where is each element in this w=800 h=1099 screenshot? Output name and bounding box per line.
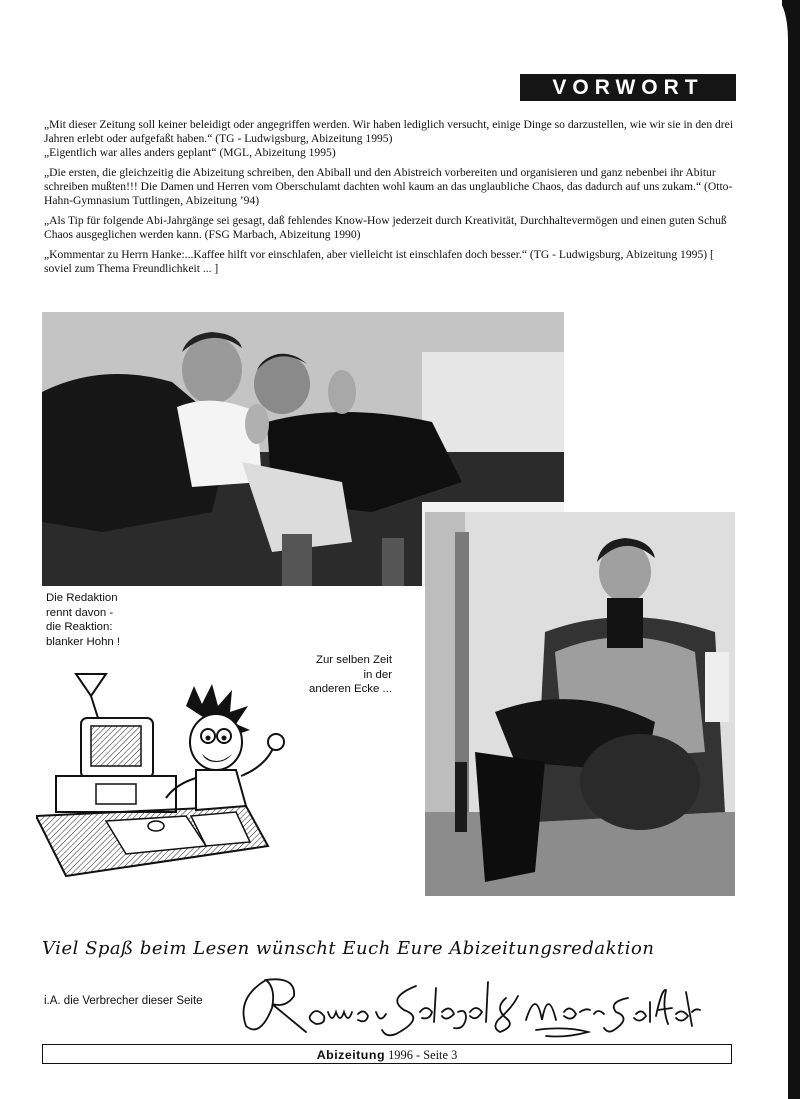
caption-line: Zur selben Zeit (316, 654, 392, 666)
handwritten-signatures-image (236, 968, 706, 1048)
caption-line: blanker Hohn ! (46, 635, 121, 648)
quote-2: „Eigentlich war alles anders geplant“ (MGL, Abizeitung 1995) (44, 146, 336, 159)
closing-motto: Viel Spaß beim Lesen wünscht Euch Eure Abizeitungsredaktion (42, 938, 655, 959)
page-footer (42, 1044, 732, 1064)
handwritten-signatures (236, 968, 706, 1048)
photo-armchair-student-image (425, 512, 735, 896)
quotes-block (44, 118, 734, 282)
caption-editorial-team (46, 591, 156, 649)
quote-5: „Kommentar zu Herrn Hanke:...Kaffee hilft vor einschlafen, aber vielleicht ist einschlafen doch besser.“ (TG - Ludwigsburg, Abizeitung 1995) [ soviel zum Thema Freundlichkeit ... ] (44, 248, 714, 275)
caption-line: in der (363, 668, 392, 681)
caption-line: Die Redaktion (46, 592, 118, 604)
cartoon-computer-guy (36, 666, 286, 892)
footer-page-info: 1996 - Seite 3 (385, 1048, 458, 1062)
footer-brand: Abizeitung (316, 1048, 386, 1062)
caption-line: anderen Ecke ... (309, 683, 392, 695)
quote-4: „Als Tip für folgende Abi-Jahrgänge sei gesagt, daß fehlendes Know-How jederzeit durch Kreativität, Durchhaltevermögen und einen guten Schuß Chaos ausgeglichen werden kann. (FSG Marbach, Abizeitung 1990) (44, 214, 727, 241)
photo-armchair-student (425, 512, 735, 896)
quote-1: „Mit dieser Zeitung soll keiner beleidigt oder angegriffen werden. Wir haben lediglich versucht, einige Dinge so darzustellen, wie wir sie in den drei Jahren erlebt oder aufgefaßt haben.“ (TG - Ludwigsburg, Abizeitung 1995) (44, 118, 734, 145)
caption-line: die Reaktion: (46, 621, 113, 633)
caption-line: rennt davon - (46, 606, 114, 619)
signature-note: i.A. die Verbrecher dieser Seite (44, 995, 203, 1007)
page-edge (782, 0, 800, 1099)
caption-other-corner (296, 653, 392, 697)
page-title: VORWORT (520, 74, 736, 101)
quote-3: „Die ersten, die gleichzeitig die Abizeitung schreiben, den Abiball und den Abistreich vorbereiten und organisieren und ganz nebenbei ihr Abitur schreiben mußten!!! Die Damen und Herren vom Oberschulamt dachten wohl kaum an das unglaubliche Chaos, das dadurch auf uns zukam.“ (Otto-Hahn-Gymnasium Tuttlingen, Abizeitung ’94) (44, 166, 733, 207)
cartoon-computer-guy-image (36, 666, 286, 892)
